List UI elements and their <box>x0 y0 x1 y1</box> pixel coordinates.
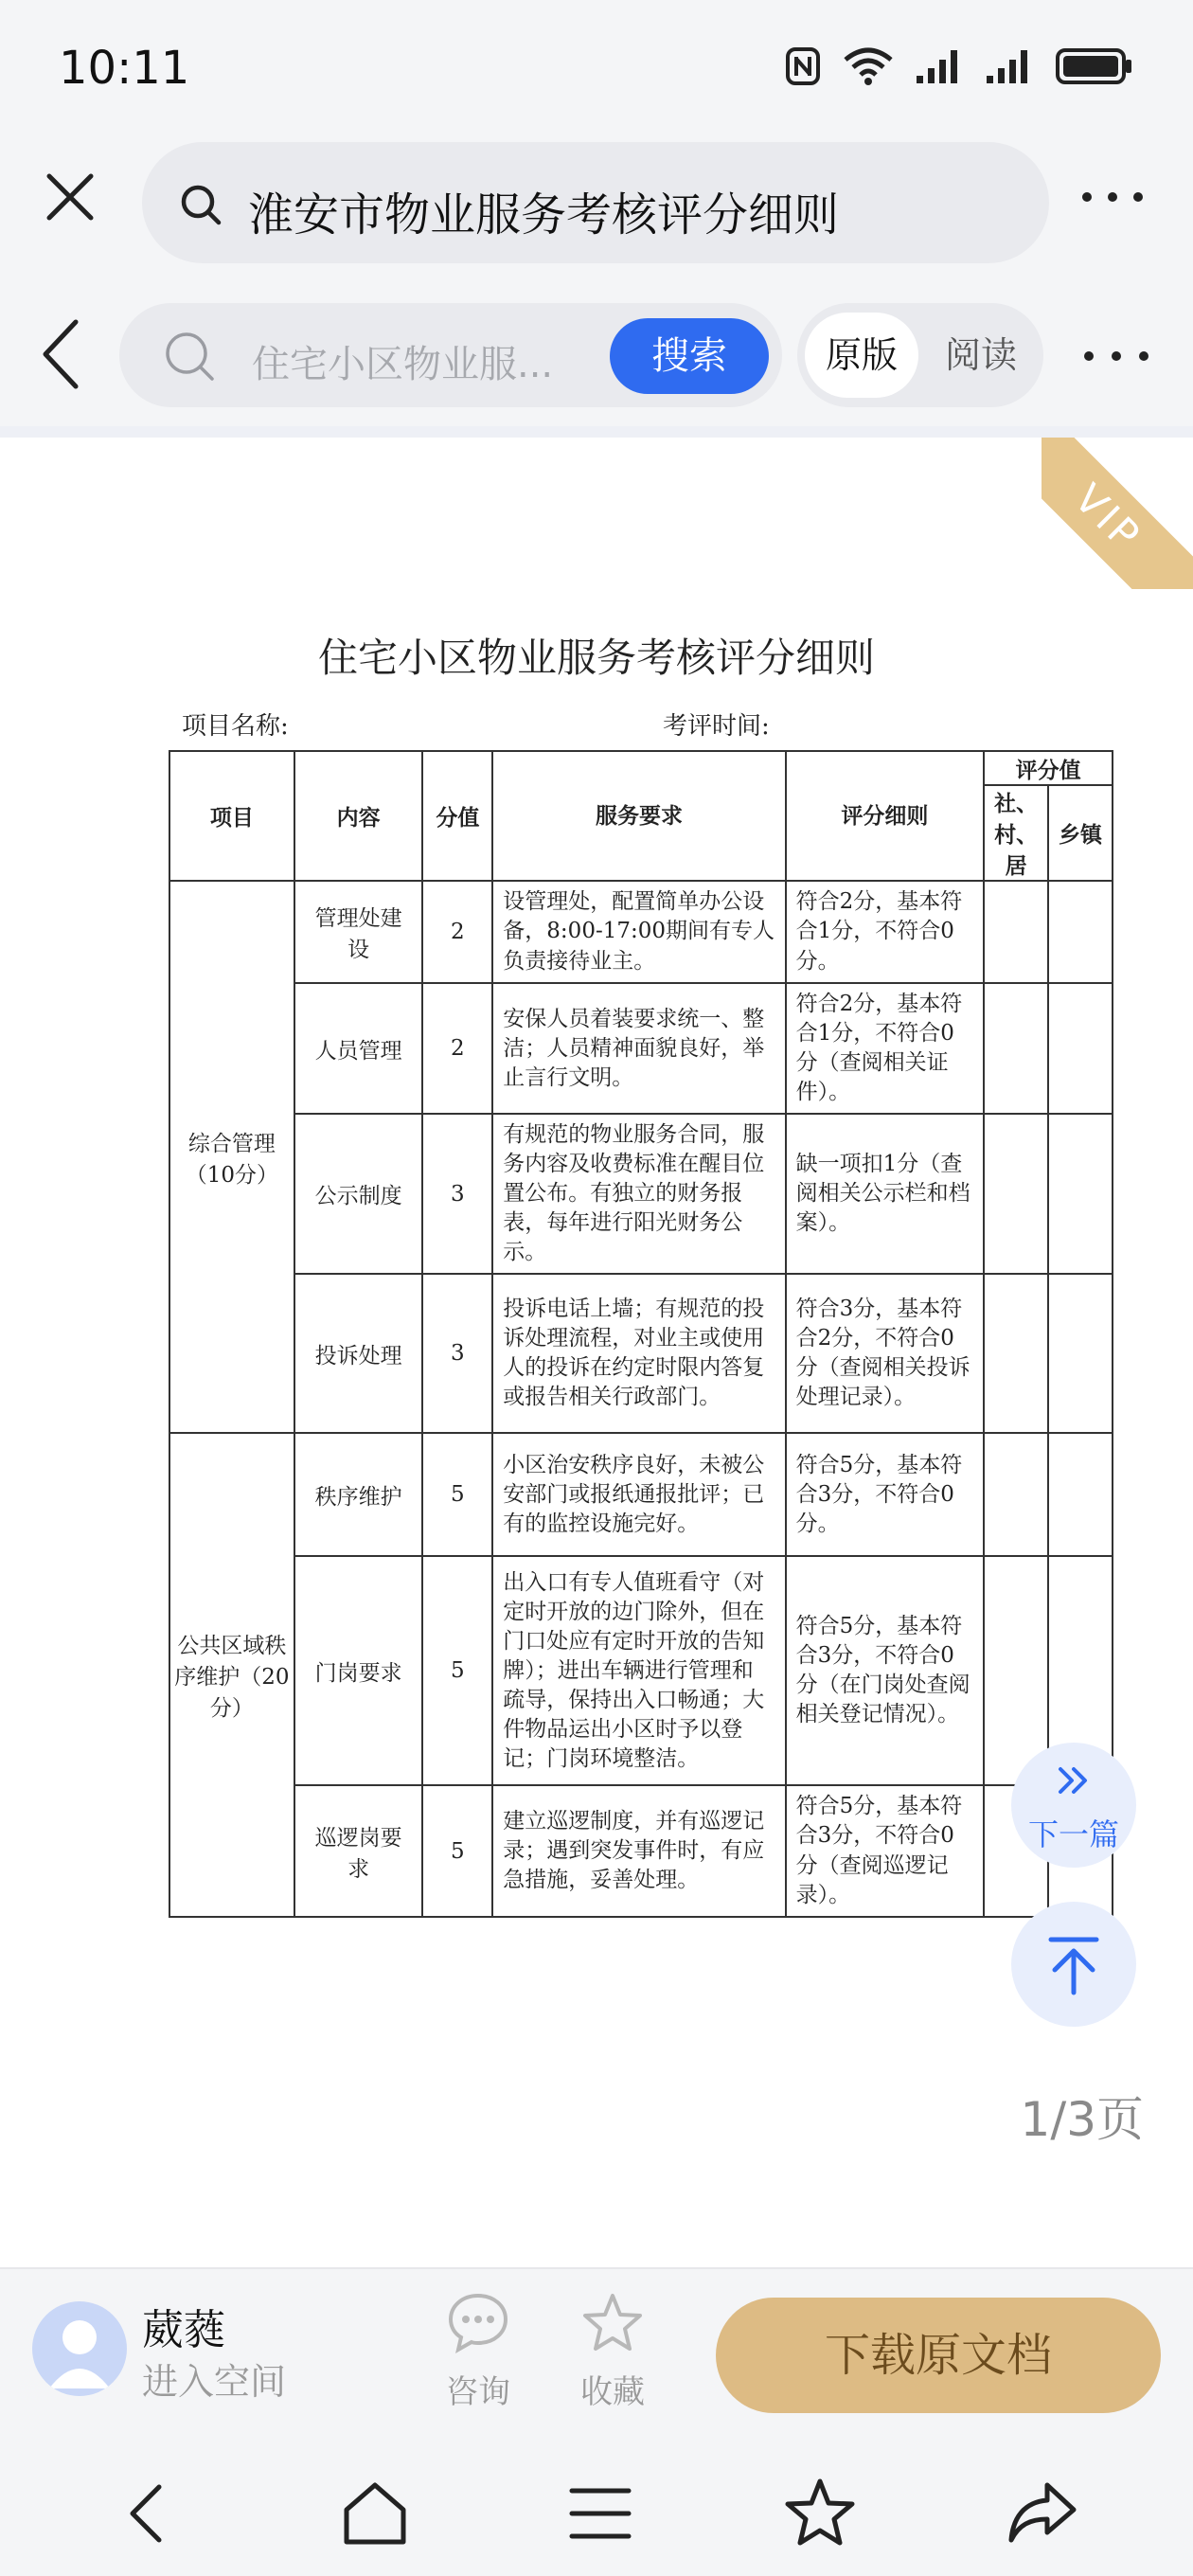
double-chevron-right-icon <box>1011 1760 1136 1807</box>
search-button[interactable]: 搜索 <box>610 318 769 394</box>
rating-cell <box>1048 1433 1113 1556</box>
main-search-field[interactable] <box>142 142 1049 263</box>
chat-bubble-icon <box>445 2290 511 2356</box>
detail-cell: 符合2分，基本符合1分，不符合0分。 <box>786 881 985 983</box>
rating-cell <box>984 881 1048 983</box>
table-row <box>169 1785 1113 1916</box>
header-requirement: 服务要求 <box>492 751 785 881</box>
search-icon <box>163 330 216 383</box>
vip-corner <box>1042 438 1193 589</box>
header-score: 分值 <box>422 751 492 881</box>
more-icon[interactable] <box>1081 349 1151 364</box>
nav-home-icon[interactable] <box>337 2476 413 2551</box>
status-bar <box>0 0 1193 133</box>
requirement-cell: 出入口有专人值班看守（对定时开放的边门除外，但在门口处应有定时开放的告知牌）；进出车辆进行管理和疏导，保持出入口畅通；大件物品运出小区时予以登记；门岗环境整洁。 <box>492 1556 785 1785</box>
rating-cell <box>984 1274 1048 1433</box>
requirement-cell: 有规范的物业服务合同，服务内容及收费标准在醒目位置公布。有独立的财务报表，每年进行阳光财务公示。 <box>492 1114 785 1274</box>
back-arrow-icon[interactable] <box>36 316 85 392</box>
content-cell: 投诉处理 <box>294 1274 423 1433</box>
requirement-cell: 小区治安秩序良好，未被公安部门或报纸通报批评；已有的监控设施完好。 <box>492 1433 785 1556</box>
star-icon <box>579 2290 646 2356</box>
close-icon[interactable] <box>44 170 97 224</box>
rating-cell <box>984 983 1048 1114</box>
document-viewer[interactable] <box>0 426 1193 2159</box>
mode-read-tab[interactable]: 阅读 <box>944 334 1017 376</box>
score-cell: 3 <box>422 1114 492 1274</box>
table-row <box>169 1433 1113 1556</box>
user-avatar-icon <box>32 2301 127 2396</box>
mode-original-tab[interactable]: 原版 <box>805 313 918 398</box>
table-row <box>169 1114 1113 1274</box>
status-time: 10:11 <box>59 42 190 95</box>
rating-cell <box>1048 983 1113 1114</box>
nav-back-icon[interactable] <box>112 2476 187 2551</box>
collect-button[interactable] <box>561 2290 665 2412</box>
more-icon[interactable] <box>1079 189 1146 205</box>
rating-cell <box>984 1114 1048 1274</box>
search-icon <box>178 182 223 227</box>
content-cell: 人员管理 <box>294 983 423 1114</box>
meta-review-time: 考评时间: <box>663 712 770 741</box>
next-article-label: 下一篇 <box>1027 1816 1119 1852</box>
content-cell: 巡逻岗要求 <box>294 1785 423 1916</box>
rating-cell <box>984 1556 1048 1785</box>
content-cell: 秩序维护 <box>294 1433 423 1556</box>
view-mode-toggle <box>797 303 1043 407</box>
consult-button[interactable] <box>426 2290 530 2412</box>
project-cell: 综合管理（10分） <box>169 881 294 1433</box>
score-cell: 5 <box>422 1785 492 1916</box>
meta-project-name: 项目名称: <box>182 712 289 741</box>
rating-cell <box>1048 1274 1113 1433</box>
search-query: 淮安市物业服务考核评分细则 <box>248 188 840 242</box>
action-bar <box>0 2267 1193 2438</box>
signal-icon <box>915 47 964 85</box>
score-cell: 2 <box>422 983 492 1114</box>
project-cell: 公共区域秩序维护（20分） <box>169 1433 294 1916</box>
table-row <box>169 983 1113 1114</box>
header-rating: 评分值 <box>984 751 1113 785</box>
back-to-top-button[interactable] <box>1011 1902 1136 2027</box>
header-project: 项目 <box>169 751 294 881</box>
detail-cell: 符合3分，基本符合2分，不符合0分（查阅相关投诉处理记录）。 <box>786 1274 985 1433</box>
requirement-cell: 安保人员着装要求统一、整洁；人员精神面貌良好，举止言行文明。 <box>492 983 785 1114</box>
doc-toolbar <box>0 275 1193 426</box>
system-nav-bar <box>0 2438 1193 2576</box>
detail-cell: 符合5分，基本符合3分，不符合0分（在门岗处查阅相关登记情况）。 <box>786 1556 985 1785</box>
document-title: 住宅小区物业服务考核评分细则 <box>317 635 875 681</box>
arrow-up-icon <box>1011 1902 1136 2027</box>
score-cell: 5 <box>422 1433 492 1556</box>
detail-cell: 符合2分，基本符合1分，不符合0分（查阅相关证件）。 <box>786 983 985 1114</box>
signal-icon <box>985 47 1034 85</box>
wifi-icon <box>843 46 894 86</box>
requirement-cell: 建立巡逻制度，并有巡逻记录；遇到突发事件时，有应急措施，妥善处理。 <box>492 1785 785 1916</box>
vip-badge: VIP <box>1042 438 1193 589</box>
content-cell: 门岗要求 <box>294 1556 423 1785</box>
nav-share-icon[interactable] <box>1006 2476 1081 2551</box>
table-row <box>169 1274 1113 1433</box>
nfc-icon <box>784 45 822 87</box>
doc-search-placeholder: 住宅小区物业服... <box>252 343 554 386</box>
battery-icon <box>1055 46 1134 86</box>
user-name[interactable]: 葳蕤 <box>142 2306 225 2354</box>
requirement-cell: 投诉电话上墙；有规范的投诉处理流程，对业主或使用人的投诉在约定时限内答复或报告相关行政部门。 <box>492 1274 785 1433</box>
next-article-button[interactable] <box>1011 1743 1136 1868</box>
score-cell: 2 <box>422 881 492 983</box>
header-detail: 评分细则 <box>786 751 985 881</box>
collect-label: 收藏 <box>580 2373 645 2411</box>
avatar[interactable] <box>32 2301 127 2396</box>
download-button[interactable]: 下载原文档 <box>716 2298 1161 2413</box>
status-icons <box>784 45 1134 87</box>
enter-space-link[interactable]: 进入空间 <box>142 2361 287 2403</box>
content-cell: 管理处建设 <box>294 881 423 983</box>
nav-favorite-icon[interactable] <box>782 2476 858 2551</box>
table-row <box>169 1556 1113 1785</box>
rating-cell <box>1048 1114 1113 1274</box>
doc-search-field[interactable] <box>119 303 782 407</box>
content-cell: 公示制度 <box>294 1114 423 1274</box>
rating-cell <box>984 1433 1048 1556</box>
score-table <box>169 750 1113 1918</box>
nav-menu-icon[interactable] <box>562 2476 638 2551</box>
score-cell: 5 <box>422 1556 492 1785</box>
page-indicator: 1/3页 <box>1020 2092 1144 2147</box>
rating-cell <box>1048 881 1113 983</box>
detail-cell: 符合5分，基本符合3分，不符合0分（查阅巡逻记录）。 <box>786 1785 985 1916</box>
header-content: 内容 <box>294 751 423 881</box>
detail-cell: 缺一项扣1分（查阅相关公示栏和档案）。 <box>786 1114 985 1274</box>
top-search-bar <box>0 133 1193 275</box>
header-rating-community: 社、村、居 <box>984 785 1048 881</box>
header-rating-town: 乡镇 <box>1048 785 1113 881</box>
table-row <box>169 881 1113 983</box>
detail-cell: 符合5分，基本符合3分，不符合0分。 <box>786 1433 985 1556</box>
score-cell: 3 <box>422 1274 492 1433</box>
consult-label: 咨询 <box>446 2373 510 2411</box>
requirement-cell: 设管理处，配置简单办公设备，8:00-17:00期间有专人负责接待业主。 <box>492 881 785 983</box>
